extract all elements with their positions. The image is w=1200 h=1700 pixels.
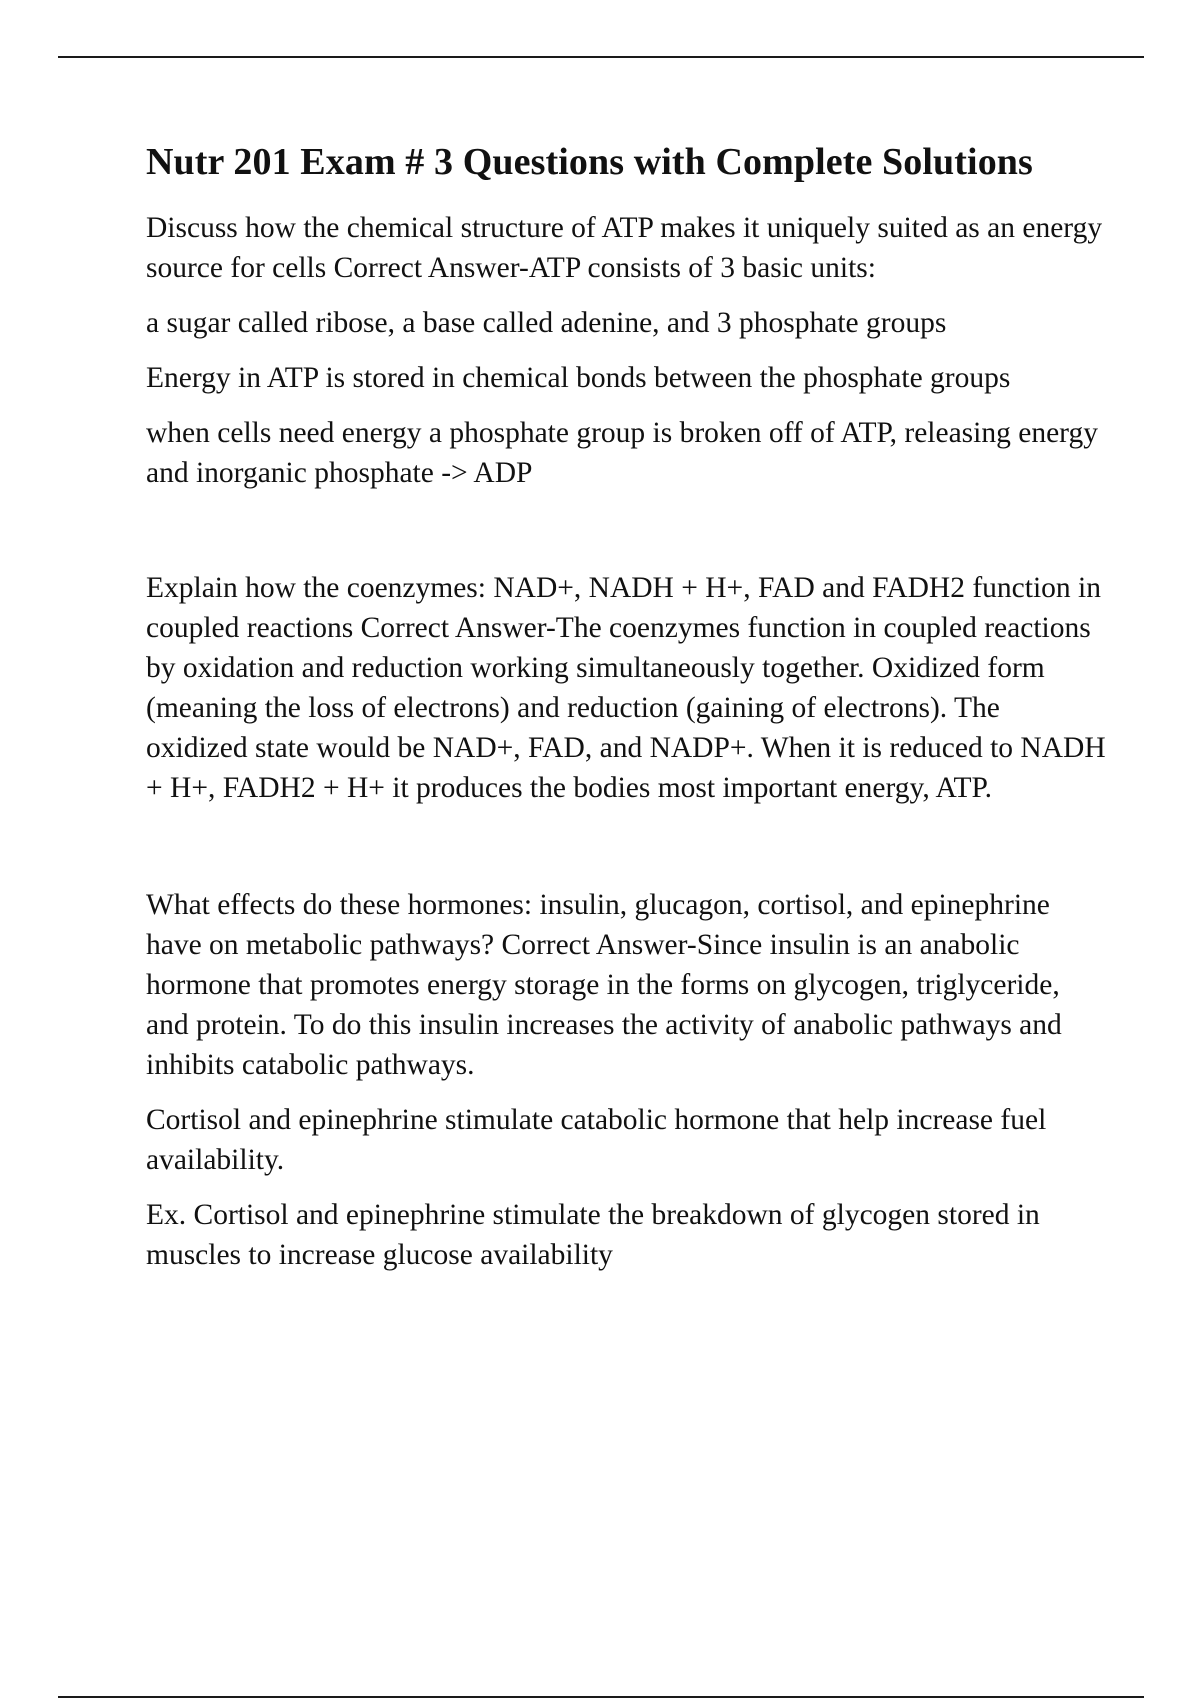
entry-spacer <box>146 823 1106 885</box>
document-title: Nutr 201 Exam # 3 Questions with Complete Solutions <box>146 141 1033 183</box>
qa-entry-atp <box>146 208 1106 493</box>
question-paragraph: Discuss how the chemical structure of ATP makes it uniquely suited as an energy source for cells Correct Answer-ATP consists of 3 basic units: <box>146 211 1103 284</box>
qa-entry-coenzymes <box>146 568 1106 808</box>
question-paragraph: Explain how the coenzymes: NAD+, NADH + H+, FAD and FADH2 function in coupled reactions Correct Answer-The coenzymes function in coupled reactions by oxidation and reduction working simultaneously together. Oxidized form (meaning the loss of electrons) and reduction (gaining of electrons). The oxidized state would be NAD+, FAD, and NADP+. When it is reduced to NADH + H+, FADH2 + H+ it produces the bodies most important energy, ATP. <box>146 571 1106 804</box>
question-paragraph: What effects do these hormones: insulin, glucagon, cortisol, and epinephrine have on metabolic pathways? Correct Answer-Since insulin is an anabolic hormone that promotes energy storage in the forms on glycogen, triglyceride, and protein. To do this insulin increases the activity of anabolic pathways and inhibits catabolic pathways. <box>146 888 1062 1081</box>
top-rule <box>58 56 1144 58</box>
answer-paragraph: when cells need energy a phosphate group is broken off of ATP, releasing energy and inorganic phosphate -> ADP <box>146 416 1098 489</box>
bottom-rule <box>58 1696 1144 1698</box>
qa-entry-hormones <box>146 885 1106 1275</box>
entry-spacer <box>146 508 1106 568</box>
answer-paragraph: Energy in ATP is stored in chemical bonds between the phosphate groups <box>146 361 1011 394</box>
answer-paragraph: Cortisol and epinephrine stimulate catabolic hormone that help increase fuel availability. <box>146 1103 1047 1176</box>
answer-paragraph: Ex. Cortisol and epinephrine stimulate the breakdown of glycogen stored in muscles to increase glucose availability <box>146 1198 1040 1271</box>
answer-paragraph: a sugar called ribose, a base called adenine, and 3 phosphate groups <box>146 306 947 339</box>
document-body <box>146 140 1106 1290</box>
